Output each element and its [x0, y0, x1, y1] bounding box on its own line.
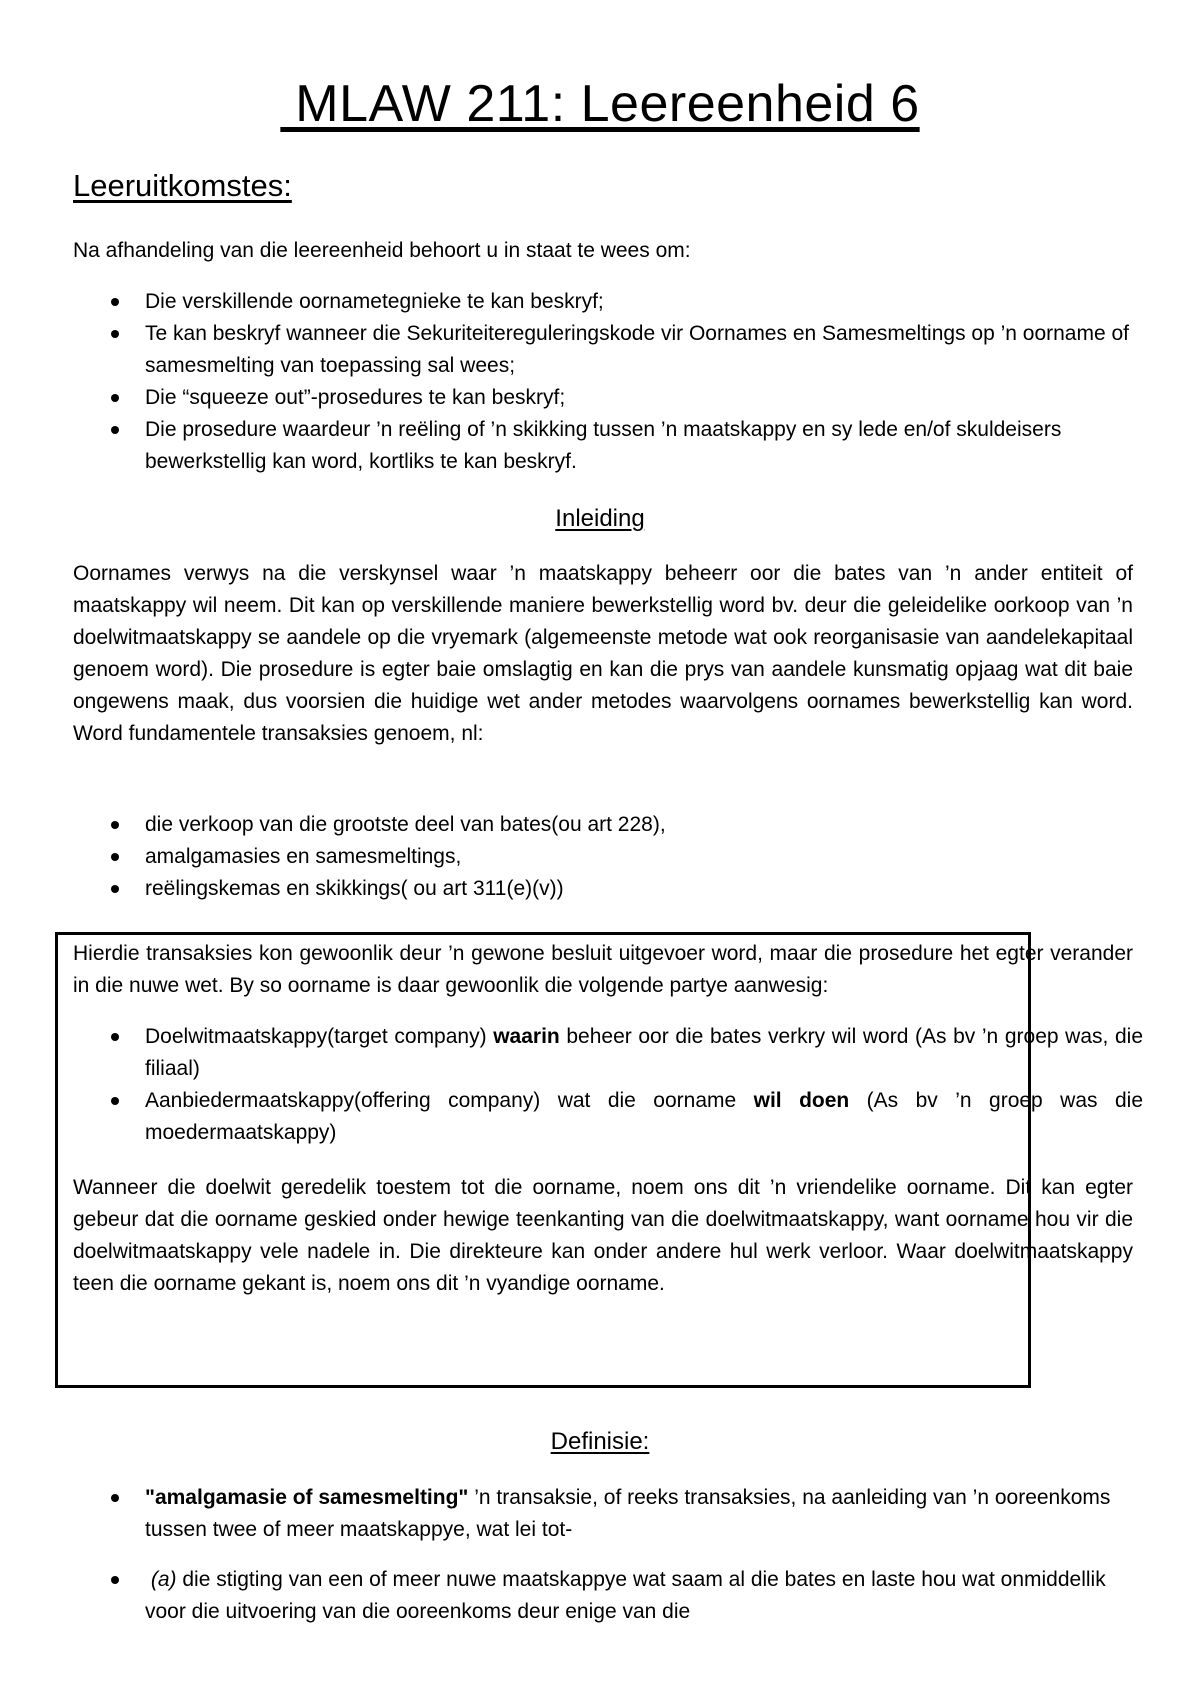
- intro-heading: Inleiding: [555, 505, 645, 532]
- page-title: MLAW 211: Leereenheid 6: [280, 75, 920, 133]
- subclause-text: die stigting van een of meer nuwe maatskappye wat saam al die bates en laste hou wat onmiddellik voor die uitvoering van die ooreenkoms deur enige van die: [145, 1568, 1106, 1623]
- outcomes-heading: Leeruitkomstes:: [73, 168, 292, 203]
- party2-text: Aanbiedermaatskappy(offering company) wat die oorname: [145, 1089, 754, 1112]
- list-item: Te kan beskryf wanneer die Sekuriteitereguleringskode vir Oornames en Samesmeltings op ’n oorname of samesmelting van toepassing sal wees;: [73, 318, 1143, 382]
- list-item: amalgamasies en samesmeltings,: [73, 841, 1143, 873]
- list-item-offering-company: [73, 1085, 1143, 1149]
- list-item: die verkoop van die grootste deel van bates(ou art 228),: [73, 809, 1143, 841]
- outcomes-intro: Na afhandeling van die leereenheid behoort u in staat te wees om:: [73, 239, 691, 262]
- subclause-letter: (a): [150, 1568, 177, 1591]
- boxed-paragraph-2: Wanneer die doelwit geredelik toestem tot die oorname, noem ons dit ’n vriendelike oorname. Dit kan egter gebeur dat die oorname geskied onder hewige teenkanting van die doelwitmaatskappy, want oorname hou vir die doelwitmaatskappy vele nadele in. Die direkteure kan onder andere hul werk verloor. Waar doelwitmaatskappy teen die oorname gekant is, noem ons dit ’n vyandige oorname.: [73, 1176, 1133, 1295]
- list-item: Die “squeeze out”-prosedures te kan beskryf;: [73, 382, 1143, 414]
- intro-paragraph: Oornames verwys na die verskynsel waar ’n maatskappy beheerr oor die bates van ’n ander entiteit of maatskappy wil neem. Dit kan op verskillende maniere bewerkstellig word bv. deur die geleidelike oorkoop van ’n doelwitmaatskappy se aandele op die vryemark (algemeenste metode wat ook reorganisasie van aandelekapitaal genoem word). Die prosedure is egter baie omslagtig en kan die prys van aandele kunsmatig opjaag wat dit baie ongewens maak, dus voorsien die huidige wet ander metodes waarvolgens oornames bewerkstellig kan word. Word fundamentele transaksies genoem, nl:: [73, 562, 1133, 745]
- definition-term: "amalgamasie of samesmelting": [145, 1486, 469, 1509]
- outcomes-list: [73, 286, 1143, 478]
- party2-rest: (As bv ’n groep was die moedermaatskappy): [145, 1089, 1143, 1144]
- party1-bold: waarin: [493, 1025, 560, 1048]
- party1-rest: beheer oor die bates verkry wil word (As bv ’n groep was, die filiaal): [145, 1025, 1143, 1080]
- definition-list: [73, 1482, 1143, 1628]
- transactions-list: [73, 809, 1143, 905]
- list-item: reëlingskemas en skikkings( ou art 311(e)(v)): [73, 873, 1143, 905]
- list-item: Die prosedure waardeur ’n reëling of ’n skikking tussen ’n maatskappy en sy lede en/of skuldeisers bewerkstellig kan word, kortliks te kan beskryf.: [73, 414, 1143, 478]
- list-item-target-company: [73, 1021, 1143, 1085]
- list-item-subclause: [73, 1564, 1143, 1628]
- list-item: Die verskillende oornametegnieke te kan beskryf;: [73, 286, 1143, 318]
- parties-list: [73, 1021, 1143, 1149]
- list-item-definition: [73, 1482, 1143, 1546]
- party1-text: Doelwitmaatskappy(target company): [145, 1025, 494, 1048]
- definition-heading: Definisie:: [550, 1428, 650, 1455]
- party2-bold: wil doen: [753, 1089, 850, 1112]
- boxed-paragraph-1: Hierdie transaksies kon gewoonlik deur ’n gewone besluit uitgevoer word, maar die prosedure het egter verander in die nuwe wet. By so oorname is daar gewoonlik die volgende partye aanwesig:: [73, 942, 1133, 997]
- definition-text: ’n transaksie, of reeks transaksies, na aanleiding van ’n ooreenkoms tussen twee of meer maatskappye, wat lei tot-: [145, 1486, 1111, 1541]
